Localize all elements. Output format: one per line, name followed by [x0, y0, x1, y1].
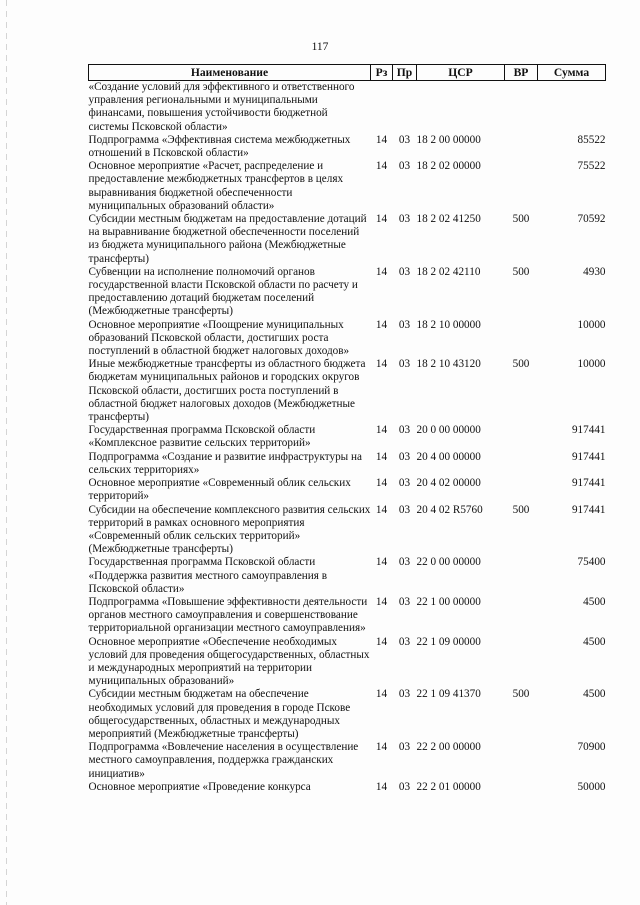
row-pr: 03 [398, 595, 411, 608]
row-sum: 10000 [577, 318, 606, 331]
row-csr: 18 2 00 00000 [416, 133, 481, 146]
row-name: Подпрограмма «Эффективная система межбюджетных отношений в Псковской области» [88, 133, 351, 160]
row-sum: 50000 [577, 780, 606, 793]
row-rz: 14 [375, 741, 388, 754]
row-csr: 18 2 10 00000 [416, 318, 481, 331]
row-pr: 03 [398, 688, 411, 701]
row-rz: 14 [375, 160, 388, 173]
row-csr: 20 4 02 R5760 [416, 503, 483, 516]
row-vr: 500 [512, 265, 530, 278]
row-pr: 03 [398, 635, 411, 648]
table-row [89, 451, 606, 477]
table-row [89, 319, 606, 359]
table-row [89, 134, 606, 160]
row-rz: 14 [375, 556, 388, 569]
row-pr: 03 [398, 133, 411, 146]
row-rz: 14 [375, 780, 388, 793]
row-csr [417, 81, 505, 134]
table-row [89, 213, 606, 266]
row-vr [505, 556, 538, 596]
header-sum: Сумма [538, 65, 606, 81]
row-sum: 917441 [571, 450, 606, 463]
row-vr [505, 741, 538, 781]
row-csr: 22 1 00 00000 [416, 595, 481, 608]
table-row [89, 741, 606, 781]
row-rz: 14 [375, 477, 388, 490]
table-header [89, 65, 606, 81]
row-csr: 20 4 00 00000 [416, 450, 481, 463]
row-name: Основное мероприятие «Современный облик сельских территорий» [88, 477, 351, 503]
row-vr [505, 477, 538, 503]
row-rz: 14 [375, 358, 388, 371]
row-name: Подпрограмма «Вовлечение населения в осуществление местного самоуправления, поддержка гражданских инициатив» [88, 741, 359, 780]
row-sum: 4500 [583, 595, 606, 608]
row-sum: 917441 [571, 503, 606, 516]
row-rz: 14 [375, 213, 388, 226]
row-rz [371, 81, 393, 134]
row-sum: 4500 [583, 688, 606, 701]
row-pr: 03 [398, 318, 411, 331]
row-vr [505, 596, 538, 636]
table-row [89, 424, 606, 450]
row-rz: 14 [375, 265, 388, 278]
row-rz: 14 [375, 318, 388, 331]
row-name: «Создание условий для эффективного и ответственного управления региональными и муниципальными финансами, повышения устойчивости бюджетной системы Псковской области» [88, 81, 355, 133]
header-name: Наименование [89, 65, 371, 81]
row-rz: 14 [375, 503, 388, 516]
row-name: Основное мероприятие «Обеспечение необходимых условий для проведения общегосударственных, областных и международных мероприятий на территории муниципальных образований» [88, 635, 370, 688]
row-vr [505, 781, 538, 794]
row-pr: 03 [398, 450, 411, 463]
row-pr: 03 [398, 265, 411, 278]
row-name: Основное мероприятие «Проведение конкурса [88, 780, 311, 793]
row-name: Государственная программа Псковской области «Поддержка развития местного самоуправления в Псковской области» [88, 556, 328, 595]
row-csr: 20 0 00 00000 [416, 424, 481, 437]
row-csr: 18 2 02 41250 [416, 213, 481, 226]
row-pr: 03 [398, 213, 411, 226]
row-sum: 4930 [583, 265, 606, 278]
row-csr: 18 2 02 00000 [416, 160, 481, 173]
row-rz: 14 [375, 133, 388, 146]
row-pr: 03 [398, 477, 411, 490]
row-rz: 14 [375, 595, 388, 608]
header-rz: Рз [371, 65, 393, 81]
row-csr: 18 2 10 43120 [416, 358, 481, 371]
row-vr [505, 134, 538, 160]
row-vr: 500 [512, 358, 530, 371]
row-sum: 10000 [577, 358, 606, 371]
header-pr: Пр [393, 65, 417, 81]
row-name: Субвенции на исполнение полномочий органов государственной власти Псковской области по расчету и предоставлению дотаций бюджетам поселений (Межбюджетные трансферты) [88, 265, 358, 318]
row-vr: 500 [512, 503, 530, 516]
row-vr [505, 160, 538, 213]
page-number: 117 [311, 41, 329, 53]
row-sum [538, 81, 606, 134]
row-vr [505, 319, 538, 359]
table-row [89, 781, 606, 794]
row-csr: 22 0 00 00000 [416, 556, 481, 569]
row-sum: 917441 [571, 477, 606, 490]
row-csr: 22 1 09 41370 [416, 688, 481, 701]
row-pr: 03 [398, 160, 411, 173]
row-sum: 75400 [577, 556, 606, 569]
row-rz: 14 [375, 688, 388, 701]
row-csr: 22 1 09 00000 [416, 635, 481, 648]
row-rz: 14 [375, 450, 388, 463]
table-row [89, 556, 606, 596]
row-csr: 20 4 02 00000 [416, 477, 481, 490]
header-vr: ВР [505, 65, 538, 81]
table-row [89, 477, 606, 503]
row-csr: 22 2 01 00000 [416, 780, 481, 793]
row-vr: 500 [512, 688, 530, 701]
row-vr [505, 424, 538, 450]
row-sum: 85522 [577, 133, 606, 146]
table-row [89, 160, 606, 213]
row-pr: 03 [398, 556, 411, 569]
table-row [89, 358, 606, 424]
row-sum: 4500 [583, 635, 606, 648]
table-body [89, 81, 606, 794]
row-name: Субсидии местным бюджетам на обеспечение необходимых условий для проведения в городе Пскове общегосударственных, областных и международных мероприятий (Межбюджетные трансферты) [88, 688, 351, 740]
row-csr: 22 2 00 00000 [416, 741, 481, 754]
row-csr: 18 2 02 42110 [416, 265, 481, 278]
table-row [89, 81, 606, 134]
row-vr [505, 451, 538, 477]
row-sum: 75522 [577, 160, 606, 173]
row-name: Иные межбюджетные трансферты из областного бюджета бюджетам муниципальных районов и городских округов Псковской области, достигших роста поступлений в областной бюджет налоговых доходов (Межбюджетные трансферты) [88, 358, 366, 424]
row-pr: 03 [398, 503, 411, 516]
row-name: Подпрограмма «Повышение эффективности деятельности органов местного самоуправления и совершенствование территориальной организации местного самоуправления» [88, 595, 368, 635]
row-sum: 70900 [577, 741, 606, 754]
row-vr [505, 636, 538, 689]
header-row [89, 65, 606, 81]
table-row [89, 504, 606, 557]
row-vr: 500 [512, 213, 530, 226]
row-vr [505, 81, 538, 134]
row-name: Субсидии местным бюджетам на предоставление дотаций на выравнивание бюджетной обеспеченности поселений из бюджета муниципального района (Межбюджетные трансферты) [88, 213, 367, 265]
table-row [89, 266, 606, 319]
table-row [89, 636, 606, 689]
row-name: Субсидии на обеспечение комплексного развития сельских территорий в рамках основного мероприятия «Современный облик сельских территорий» (Межбюджетные трансферты) [88, 503, 371, 556]
row-pr: 03 [398, 358, 411, 371]
row-rz: 14 [375, 635, 388, 648]
row-pr: 03 [398, 424, 411, 437]
table-row [89, 596, 606, 636]
row-sum: 917441 [571, 424, 606, 437]
row-name: Основное мероприятие «Расчет, распределение и предоставление межбюджетных трансфертов в целях выравнивания бюджетной обеспеченности муниципальных образований области» [88, 160, 344, 212]
row-pr: 03 [398, 741, 411, 754]
row-name: Основное мероприятие «Поощрение муниципальных образований Псковской области, достигших роста поступлений в областной бюджет налоговых доходов» [88, 318, 350, 358]
budget-table [88, 64, 606, 794]
row-name: Подпрограмма «Создание и развитие инфраструктуры на сельских территориях» [88, 450, 362, 476]
table-row [89, 688, 606, 741]
row-rz: 14 [375, 424, 388, 437]
header-csr: ЦСР [417, 65, 505, 81]
row-pr: 03 [398, 780, 411, 793]
scan-edge-mark [6, 0, 7, 905]
row-pr [393, 81, 417, 134]
row-name: Государственная программа Псковской области «Комплексное развитие сельских территорий» [88, 424, 316, 450]
row-sum: 70592 [577, 213, 606, 226]
